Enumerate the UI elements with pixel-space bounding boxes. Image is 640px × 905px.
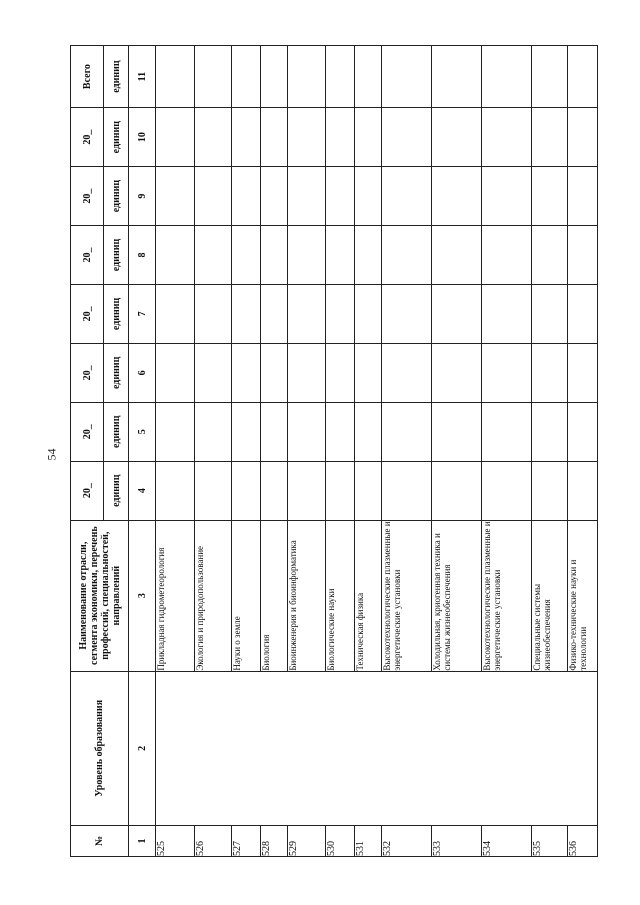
specialty-name: Специальные системы жизнеобеспечения xyxy=(532,520,568,671)
row-number: 528 xyxy=(261,825,288,856)
specialty-name: Биологические науки xyxy=(326,520,355,671)
column-number: 4 xyxy=(129,461,156,520)
row-number: 529 xyxy=(288,825,326,856)
column-number: 6 xyxy=(129,343,156,402)
rotated-table-container xyxy=(70,45,618,857)
specialty-name: Биоинженерия и биоинформатика xyxy=(288,520,326,671)
row-number: 532 xyxy=(382,825,432,856)
page-number: 54 xyxy=(44,448,59,460)
column-number: 7 xyxy=(129,284,156,343)
specialty-name: Науки о земле xyxy=(232,520,261,671)
education-level-cell xyxy=(156,671,598,825)
header-year: 20_ xyxy=(71,167,104,226)
rotated-table xyxy=(70,45,618,857)
specialty-name: Холодильная, криогенная техника и системы жизнеобеспечения xyxy=(432,520,482,671)
column-number: 3 xyxy=(129,520,156,671)
header-year: 20_ xyxy=(71,461,104,520)
specialty-name: Прикладная гидрометеорология xyxy=(156,520,195,671)
unit-label: единиц xyxy=(104,343,129,402)
column-number: 1 xyxy=(129,825,156,856)
column-number: 8 xyxy=(129,226,156,285)
header-total: Всего xyxy=(71,46,104,108)
row-number: 527 xyxy=(232,825,261,856)
row-number: 533 xyxy=(432,825,482,856)
header-year: 20_ xyxy=(71,402,104,461)
data-table xyxy=(70,45,598,857)
row-number: 536 xyxy=(568,825,598,856)
unit-label: единиц xyxy=(104,402,129,461)
column-number: 9 xyxy=(129,167,156,226)
unit-label: единиц xyxy=(104,46,129,108)
header-name: Наименование отрасли, сегмента экономики, перечень профессий, специальностей, направлений xyxy=(71,520,129,671)
specialty-name: Высокотехнологические плазменные и энергетические установки xyxy=(482,520,532,671)
header-year: 20_ xyxy=(71,343,104,402)
unit-label: единиц xyxy=(104,108,129,167)
column-number: 5 xyxy=(129,402,156,461)
header-year: 20_ xyxy=(71,226,104,285)
specialty-name: Физико-технические науки и технологии xyxy=(568,520,598,671)
table-row xyxy=(156,46,195,857)
row-number: 534 xyxy=(482,825,532,856)
unit-label: единиц xyxy=(104,226,129,285)
unit-label: единиц xyxy=(104,284,129,343)
header-year: 20_ xyxy=(71,284,104,343)
specialty-name: Техническая физика xyxy=(355,520,382,671)
column-number-row xyxy=(129,46,156,857)
header-no: № xyxy=(71,825,129,856)
header-level: Уровень образования xyxy=(71,671,129,825)
unit-label: единиц xyxy=(104,167,129,226)
row-number: 530 xyxy=(326,825,355,856)
column-number: 10 xyxy=(129,108,156,167)
row-number: 525 xyxy=(156,825,195,856)
specialty-name: Высокотехнологические плазменные и энергетические установки xyxy=(382,520,432,671)
row-number: 526 xyxy=(195,825,232,856)
column-number: 11 xyxy=(129,46,156,108)
header-year: 20_ xyxy=(71,108,104,167)
column-number: 2 xyxy=(129,671,156,825)
row-number: 535 xyxy=(532,825,568,856)
specialty-name: Экология и природопользование xyxy=(195,520,232,671)
unit-label: единиц xyxy=(104,461,129,520)
specialty-name: Биология xyxy=(261,520,288,671)
row-number: 531 xyxy=(355,825,382,856)
header-row xyxy=(71,46,104,857)
